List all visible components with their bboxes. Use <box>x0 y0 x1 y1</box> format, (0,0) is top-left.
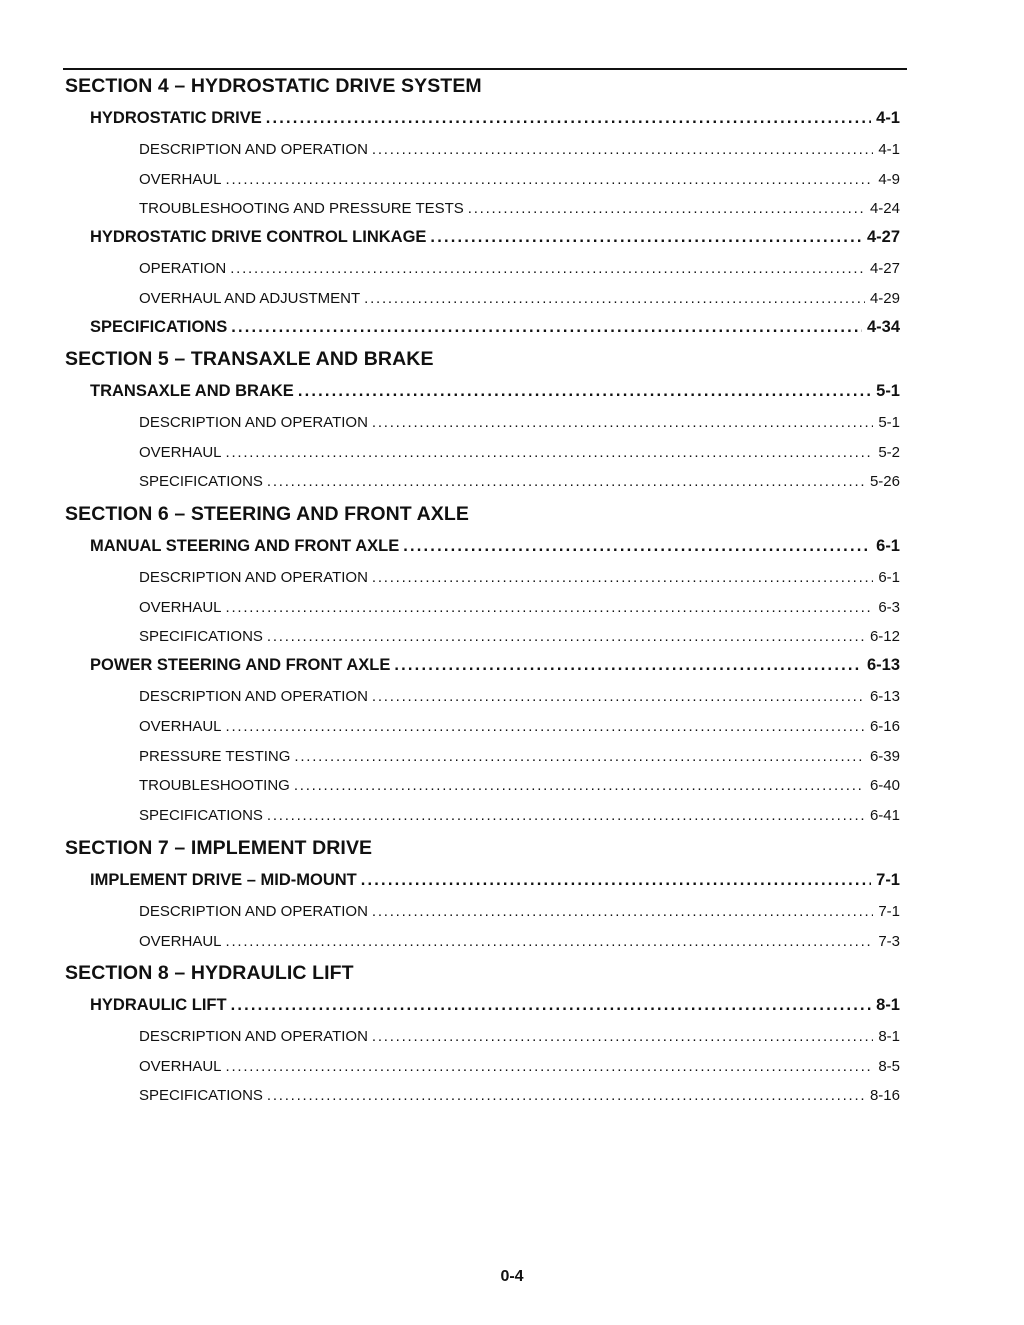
toc-entry-page: 8-5 <box>878 1057 900 1075</box>
toc-chapter-entry[interactable] <box>90 228 900 247</box>
toc-entry-page: 8-16 <box>869 1087 900 1105</box>
dot-leader <box>226 171 874 188</box>
toc-entry-page: 5-2 <box>878 443 900 461</box>
toc-entry-label: SPECIFICATIONS <box>139 628 263 646</box>
toc-entry-page: 4-34 <box>866 317 900 336</box>
dot-leader <box>372 1028 873 1045</box>
dot-leader <box>394 656 862 675</box>
toc-entry-label: OPERATION <box>139 260 227 277</box>
toc-entry-label: DESCRIPTION AND OPERATION <box>139 568 368 586</box>
toc-entry-page: 8-1 <box>878 1027 900 1045</box>
toc-entry-page: 4-27 <box>869 260 900 277</box>
dot-leader <box>267 473 865 490</box>
toc-entry-page: 6-3 <box>878 598 900 616</box>
dot-leader <box>364 290 865 307</box>
page-number: 0-4 <box>500 1268 524 1285</box>
toc-subentry[interactable] <box>139 171 900 188</box>
toc-entry-page: 6-1 <box>878 568 900 586</box>
toc-entry-label: OVERHAUL <box>139 932 222 950</box>
toc-entry-page: 7-1 <box>878 902 900 920</box>
dot-leader <box>294 777 865 794</box>
toc-subentry[interactable] <box>139 599 900 616</box>
section-heading: SECTION 8 – HYDRAULIC LIFT <box>65 962 354 984</box>
toc-entry-page: 7-1 <box>876 871 900 889</box>
toc-entry-label: HYDROSTATIC DRIVE <box>90 109 262 127</box>
top-rule <box>63 68 907 70</box>
toc-entry-label: SPECIFICATIONS <box>90 317 228 336</box>
dot-leader <box>372 903 873 920</box>
toc-subentry[interactable] <box>139 200 900 217</box>
dot-leader <box>266 109 871 128</box>
toc-chapter-entry[interactable] <box>90 871 900 890</box>
dot-leader <box>267 628 865 645</box>
dot-leader <box>372 688 865 705</box>
toc-entry-label: SPECIFICATIONS <box>139 807 263 825</box>
toc-chapter-entry[interactable] <box>90 318 900 337</box>
dot-leader <box>231 996 872 1015</box>
toc-chapter-entry[interactable] <box>90 537 900 556</box>
toc-subentry[interactable] <box>139 748 900 765</box>
toc-entry-label: OVERHAUL AND ADJUSTMENT <box>139 289 361 307</box>
toc-subentry[interactable] <box>139 628 900 645</box>
toc-entry-page: 4-1 <box>878 140 900 158</box>
dot-leader <box>267 807 865 824</box>
toc-chapter-entry[interactable] <box>90 656 900 675</box>
toc-entry-page: 6-41 <box>869 807 900 825</box>
toc-entry-label: DESCRIPTION AND OPERATION <box>139 688 368 705</box>
dot-leader <box>226 718 865 735</box>
dot-leader <box>267 1087 865 1104</box>
toc-subentry[interactable] <box>139 903 900 920</box>
toc-subentry[interactable] <box>139 260 900 277</box>
toc-entry-label: OVERHAUL <box>139 443 222 461</box>
toc-chapter-entry[interactable] <box>90 996 900 1015</box>
toc-entry-label: HYDROSTATIC DRIVE CONTROL LINKAGE <box>90 228 427 247</box>
toc-entry-page: 4-27 <box>866 228 900 247</box>
section-heading: SECTION 4 – HYDROSTATIC DRIVE SYSTEM <box>65 75 482 97</box>
toc-chapter-entry[interactable] <box>90 382 900 401</box>
toc-entry-label: HYDRAULIC LIFT <box>90 996 227 1014</box>
toc-subentry[interactable] <box>139 718 900 735</box>
dot-leader <box>361 871 871 890</box>
section-heading: SECTION 7 – IMPLEMENT DRIVE <box>65 837 373 859</box>
toc-subentry[interactable] <box>139 688 900 705</box>
toc-subentry[interactable] <box>139 777 900 794</box>
toc-entry-label: OVERHAUL <box>139 1057 222 1075</box>
section-heading: SECTION 6 – STEERING AND FRONT AXLE <box>65 503 470 525</box>
section-heading: SECTION 5 – TRANSAXLE AND BRAKE <box>65 348 434 370</box>
toc-entry-page: 6-1 <box>876 537 900 555</box>
dot-leader <box>430 228 862 247</box>
toc-entry-label: DESCRIPTION AND OPERATION <box>139 1027 368 1045</box>
toc-entry-label: OVERHAUL <box>139 598 222 616</box>
toc-entry-page: 4-29 <box>869 289 900 307</box>
dot-leader <box>372 141 873 158</box>
toc-entry-page: 7-3 <box>878 932 900 950</box>
toc-entry-page: 4-9 <box>878 170 900 188</box>
toc-entry-page: 6-13 <box>869 688 900 705</box>
toc-entry-page: 8-1 <box>876 996 900 1014</box>
toc-entry-page: 5-1 <box>876 382 900 400</box>
toc-subentry[interactable] <box>139 473 900 490</box>
dot-leader <box>372 569 873 586</box>
toc-subentry[interactable] <box>139 1028 900 1045</box>
dot-leader <box>226 1058 874 1075</box>
toc-entry-label: SPECIFICATIONS <box>139 1087 263 1105</box>
toc-subentry[interactable] <box>139 1058 900 1075</box>
toc-entry-page: 5-1 <box>878 413 900 431</box>
toc-entry-page: 5-26 <box>869 473 900 491</box>
toc-entry-label: OVERHAUL <box>139 170 222 188</box>
toc-subentry[interactable] <box>139 569 900 586</box>
dot-leader <box>403 537 871 556</box>
dot-leader <box>372 414 873 431</box>
toc-entry-label: MANUAL STEERING AND FRONT AXLE <box>90 537 400 555</box>
toc-subentry[interactable] <box>139 141 900 158</box>
toc-entry-label: TRANSAXLE AND BRAKE <box>90 382 294 400</box>
toc-subentry[interactable] <box>139 444 900 461</box>
toc-entry-label: SPECIFICATIONS <box>139 473 263 491</box>
toc-chapter-entry[interactable] <box>90 109 900 128</box>
toc-entry-label: DESCRIPTION AND OPERATION <box>139 140 368 158</box>
toc-entry-page: 6-12 <box>869 628 900 646</box>
toc-entry-page: 4-24 <box>869 200 900 218</box>
dot-leader <box>230 260 865 277</box>
toc-subentry[interactable] <box>139 290 900 307</box>
toc-subentry[interactable] <box>139 1087 900 1104</box>
toc-subentry[interactable] <box>139 414 900 431</box>
toc-entry-label: DESCRIPTION AND OPERATION <box>139 902 368 920</box>
dot-leader <box>294 748 865 765</box>
toc-entry-label: POWER STEERING AND FRONT AXLE <box>90 656 391 675</box>
toc-entry-label: IMPLEMENT DRIVE – MID-MOUNT <box>90 871 357 889</box>
dot-leader <box>226 444 874 461</box>
dot-leader <box>468 200 865 217</box>
toc-entry-label: OVERHAUL <box>139 717 222 735</box>
toc-entry-page: 6-13 <box>866 656 900 675</box>
dot-leader <box>231 318 862 337</box>
toc-entry-page: 6-39 <box>869 747 900 765</box>
dot-leader <box>226 933 874 950</box>
toc-entry-label: DESCRIPTION AND OPERATION <box>139 413 368 431</box>
toc-entry-label: PRESSURE TESTING <box>139 747 291 765</box>
toc-entry-label: TROUBLESHOOTING <box>139 777 290 795</box>
toc-subentry[interactable] <box>139 933 900 950</box>
toc-entry-label: TROUBLESHOOTING AND PRESSURE TESTS <box>139 200 464 218</box>
dot-leader <box>298 382 871 401</box>
toc-entry-page: 6-40 <box>869 777 900 795</box>
dot-leader <box>226 599 874 616</box>
toc-entry-page: 4-1 <box>876 109 900 127</box>
toc-entry-page: 6-16 <box>869 717 900 735</box>
toc-subentry[interactable] <box>139 807 900 824</box>
